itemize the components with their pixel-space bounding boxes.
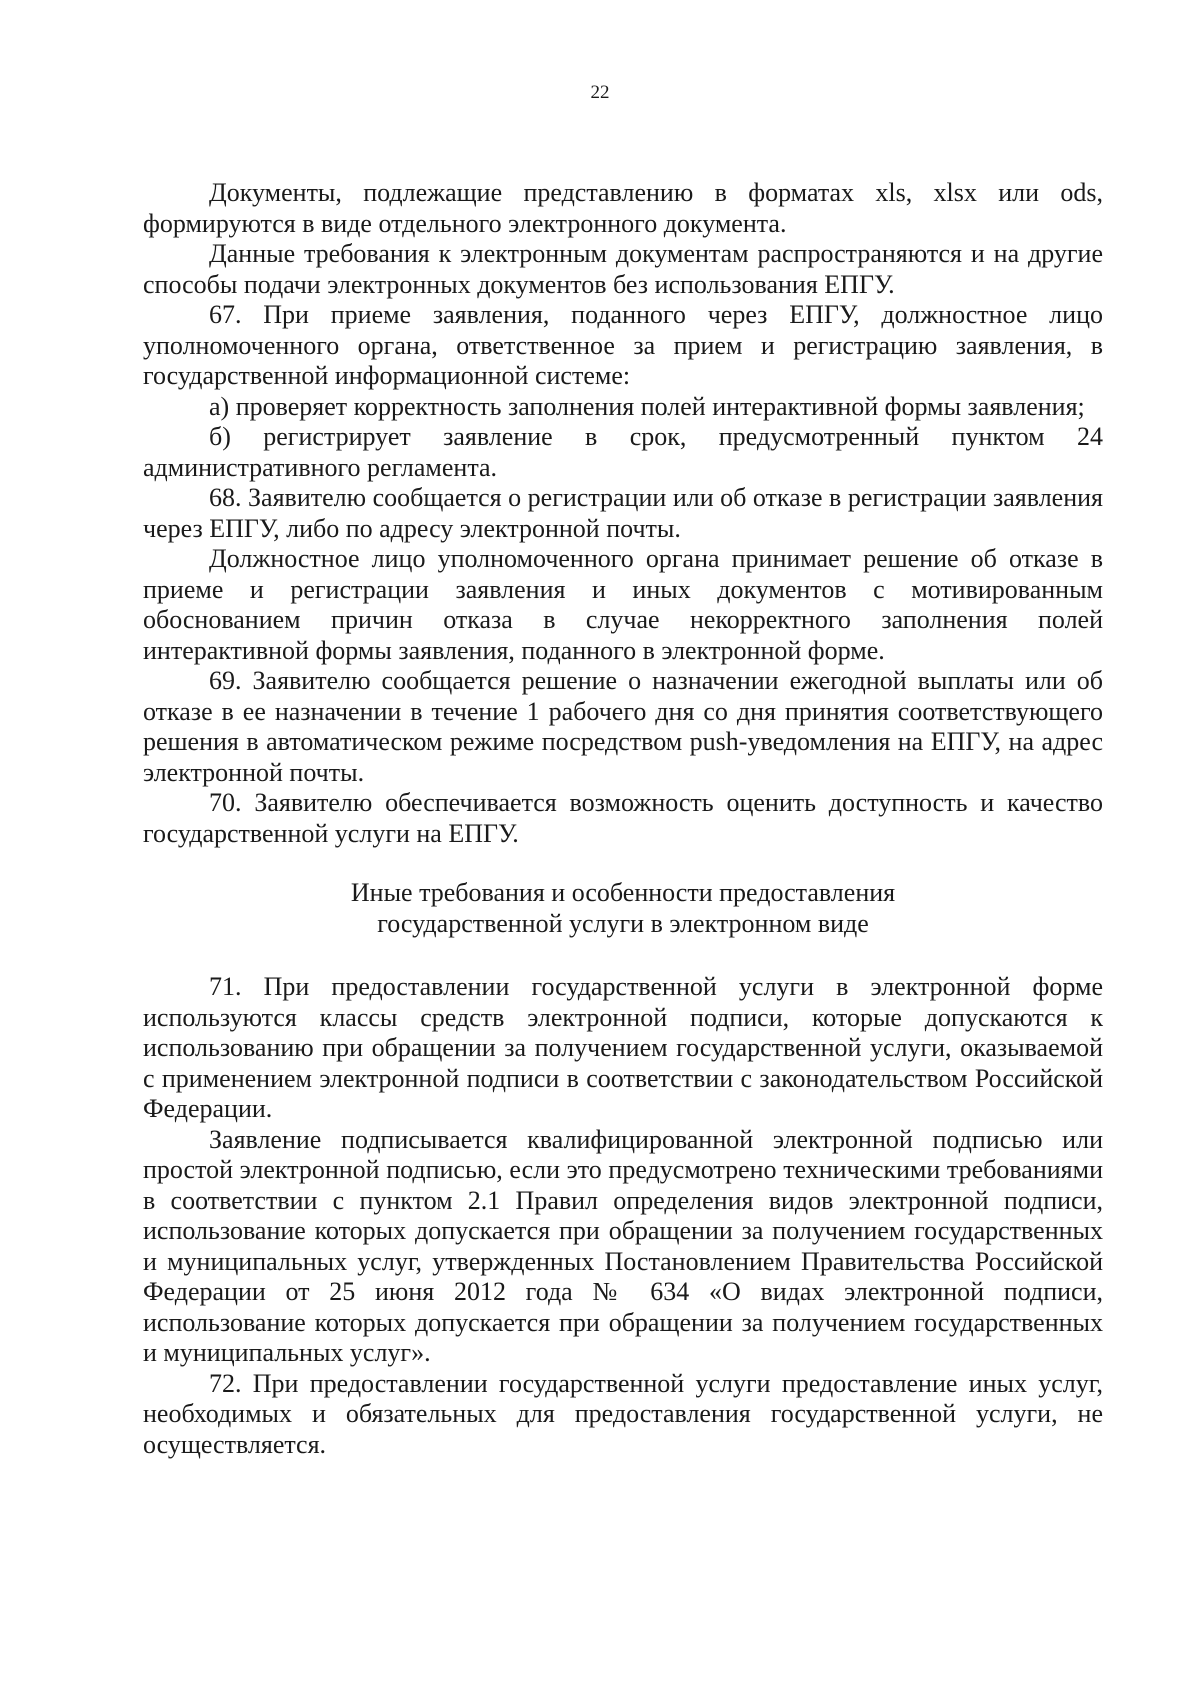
paragraph-71: 71. При предоставлении государственной услуги в электронной форме используются классы средств электронной подписи, которые допускаются к использованию при обращении за получением государственной услуги, оказываемой с применением электронной подписи в соответствии с законодательством Российской Федерации. [143, 972, 1103, 1123]
paragraph-67a: а) проверяет корректность заполнения полей интерактивной формы заявления; [209, 391, 1085, 421]
section-heading: Иные требования и особенности предоставления государственной услуги в электронном виде [350, 878, 896, 938]
page-number: 22 [590, 82, 610, 103]
paragraph-documents-formats: Документы, подлежащие представлению в форматах xls, xlsx или ods, формируются в виде отдельного электронного документа. [143, 178, 1103, 238]
paragraph-refusal-decision: Должностное лицо уполномоченного органа принимает решение об отказе в приеме и регистрации заявления и иных документов с мотивированным обоснованием причин отказа в случае некорректного заполнения полей интерактивной формы заявления, поданного в электронной форме. [143, 544, 1103, 665]
paragraph-signature: Заявление подписывается квалифицированной электронной подписью или простой электронной подписью, если это предусмотрено техническими требованиями в соответствии с пунктом 2.1 Правил определения видов электронной подписи, использование которых допускается при обращении за получением государственных и муниципальных услуг, утвержденных Постановлением Правительства Российской Федерации от 25 июня 2012 года № 634 «О видах электронной подписи, использование которых допускается при обращении за получением государственных и муниципальных услуг». [143, 1124, 1103, 1367]
document-body [143, 178, 1103, 1460]
paragraph-68: 68. Заявителю сообщается о регистрации или об отказе в регистрации заявления через ЕПГУ, либо по адресу электронной почты. [143, 483, 1103, 543]
paragraph-67b: б) регистрирует заявление в срок, предусмотренный пунктом 24 административного регламента. [143, 422, 1103, 482]
paragraph-67: 67. При приеме заявления, поданного через ЕПГУ, должностное лицо уполномоченного органа, ответственное за прием и регистрацию заявления, в государственной информационной системе: [143, 300, 1103, 390]
paragraph-requirements-scope: Данные требования к электронным документам распространяются и на другие способы подачи электронных документов без использования ЕПГУ. [143, 239, 1103, 299]
paragraph-72: 72. При предоставлении государственной услуги предоставление иных услуг, необходимых и обязательных для предоставления государственной услуги, не осуществляется. [143, 1368, 1103, 1459]
paragraph-70: 70. Заявителю обеспечивается возможность оценить доступность и качество государственной услуги на ЕПГУ. [143, 788, 1103, 848]
paragraph-69: 69. Заявителю сообщается решение о назначении ежегодной выплаты или об отказе в ее назначении в течение 1 рабочего дня со дня принятия соответствующего решения в автоматическом режиме посредством push-уведомления на ЕПГУ, на адрес электронной почты. [143, 666, 1103, 787]
